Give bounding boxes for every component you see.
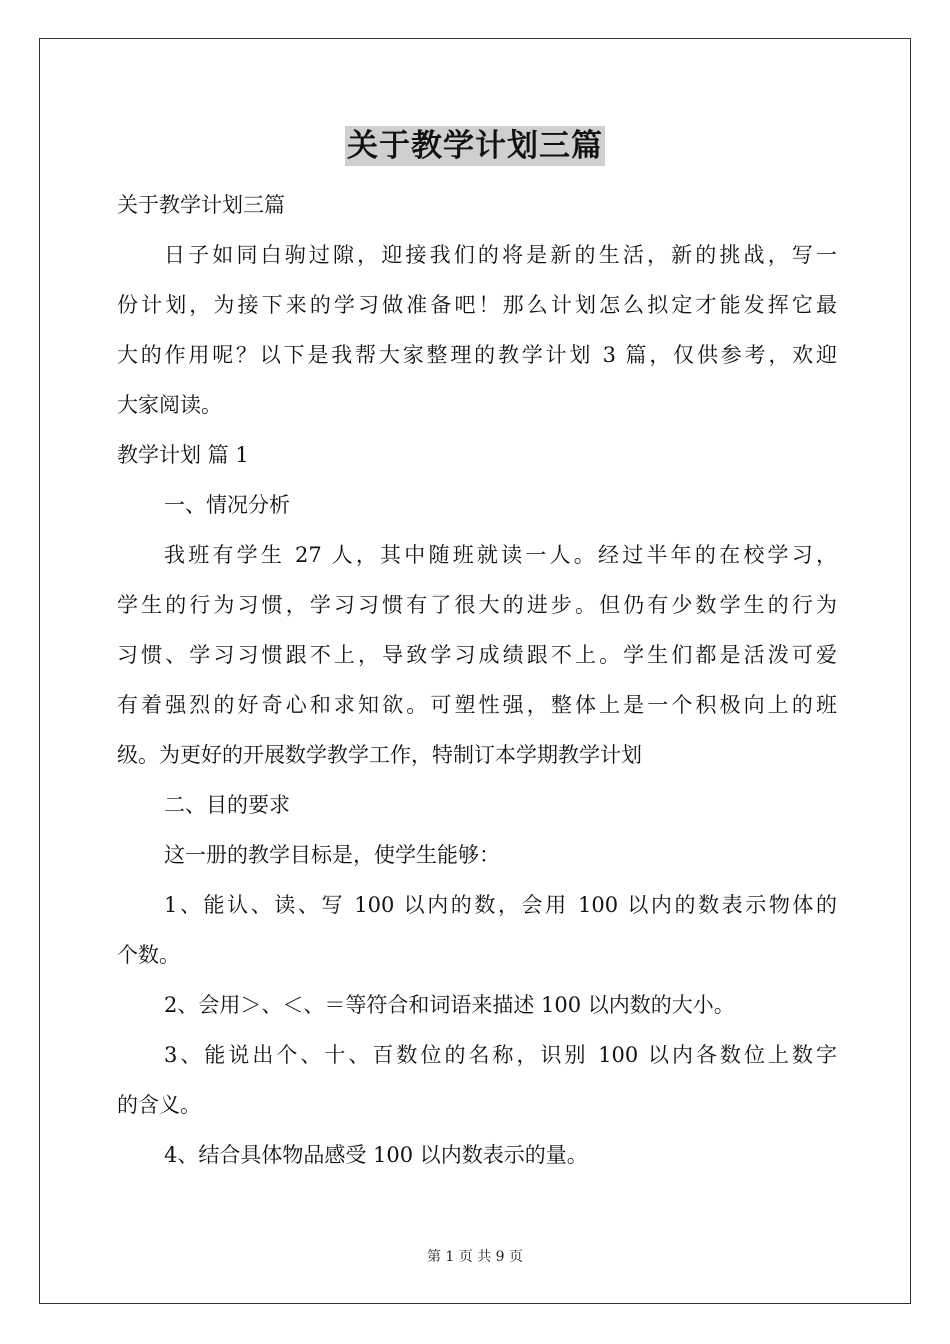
list-item-line: 3、能说出个、十、百数位的名称，识别 100 以内各数位上数字 (164, 1043, 837, 1067)
title-container (0, 126, 950, 166)
paragraph-line: 有着强烈的好奇心和求知欲。可塑性强，整体上是一个积极向上的班 (117, 693, 837, 717)
paragraph-line: 这一册的教学目标是，使学生能够： (164, 843, 500, 867)
section-heading: 教学计划 篇 1 (117, 443, 249, 467)
paragraph-line: 级。为更好的开展数学教学工作，特制订本学期教学计划 (117, 743, 642, 767)
list-item-line: 的含义。 (117, 1093, 201, 1117)
subsection-heading: 二、目的要求 (164, 793, 290, 817)
document-body (117, 180, 837, 1180)
paragraph-line: 日子如同白驹过隙，迎接我们的将是新的生活，新的挑战，写一 (164, 243, 837, 267)
paragraph-line: 学生的行为习惯，学习习惯有了很大的进步。但仍有少数学生的行为 (117, 593, 837, 617)
list-item-line: 2、会用＞、＜、＝等符合和词语来描述 100 以内数的大小。 (164, 993, 735, 1017)
subsection-heading: 一、情况分析 (164, 493, 290, 517)
list-item-line: 个数。 (117, 943, 180, 967)
paragraph-line: 我班有学生 27 人，其中随班就读一人。经过半年的在校学习， (164, 543, 837, 567)
document-title: 关于教学计划三篇 (347, 128, 603, 164)
page-footer: 第 1 页 共 9 页 (426, 1249, 524, 1265)
paragraph-line: 份计划，为接下来的学习做准备吧！那么计划怎么拟定才能发挥它最 (117, 293, 837, 317)
list-item-line: 4、结合具体物品感受 100 以内数表示的量。 (164, 1143, 588, 1167)
list-item-line: 1、能认、读、写 100 以内的数，会用 100 以内的数表示物体的 (164, 893, 837, 917)
paragraph-line: 大的作用呢？以下是我帮大家整理的教学计划 3 篇，仅供参考，欢迎 (117, 343, 837, 367)
subtitle-line: 关于教学计划三篇 (117, 193, 285, 217)
paragraph-line: 习惯、学习习惯跟不上，导致学习成绩跟不上。学生们都是活泼可爱 (117, 643, 837, 667)
paragraph-line: 大家阅读。 (117, 393, 222, 417)
